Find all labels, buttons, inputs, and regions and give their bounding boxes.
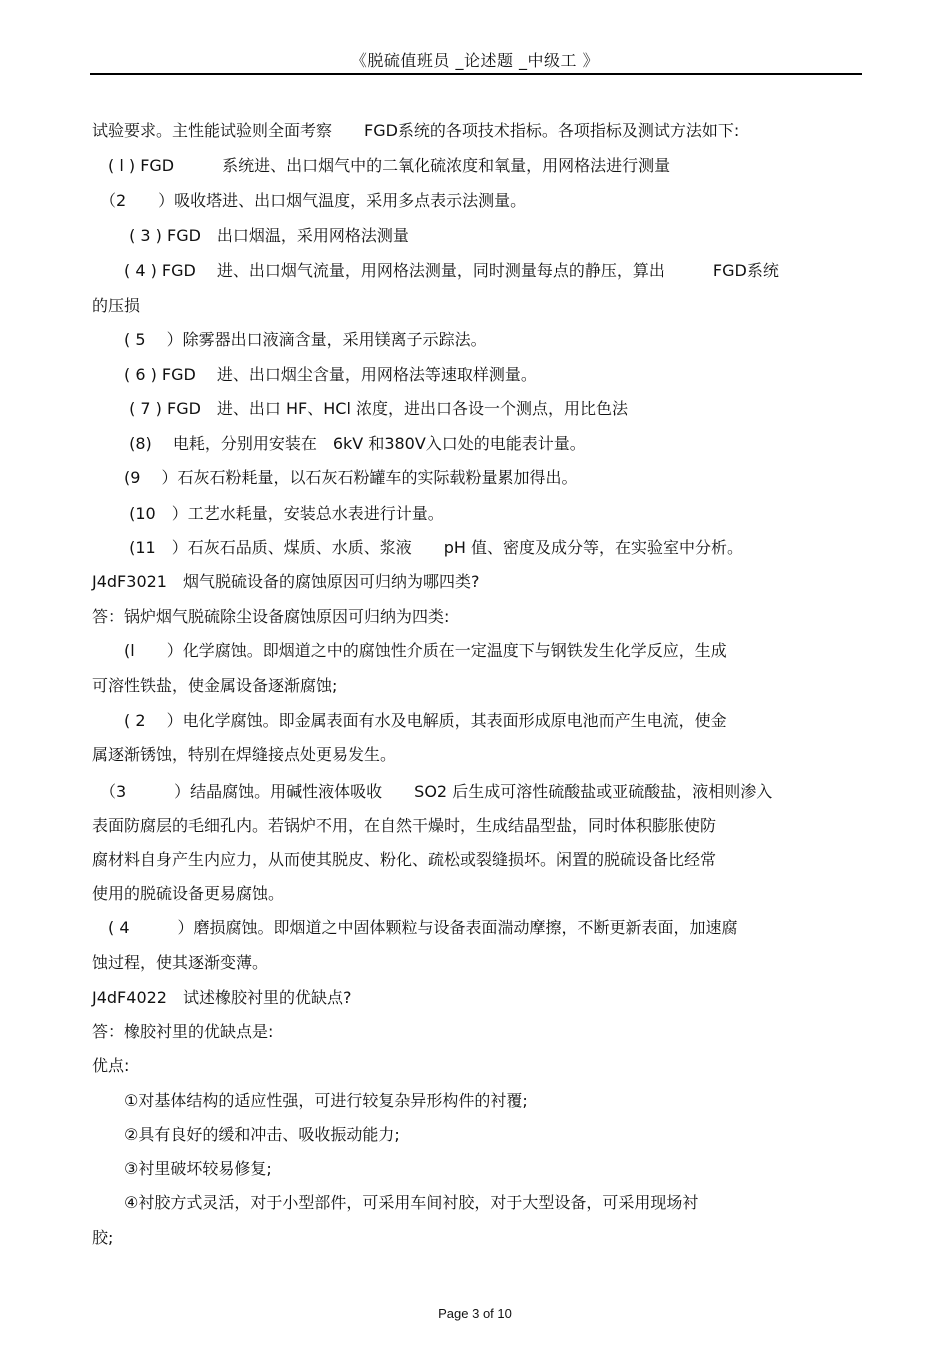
answer-intro: 答：橡胶衬里的优缺点是: xyxy=(92,1022,274,1041)
list-item: ②具有良好的缓和冲击、吸收振动能力; xyxy=(92,1125,400,1144)
page-number: Page 3 of 10 xyxy=(438,1306,512,1321)
answer-intro: 答：锅炉烟气脱硫除尘设备腐蚀原因可归纳为四类: xyxy=(92,607,450,626)
text-line: ( 7 ) FGD 进、出口 HF、HCl 浓度，进出口各设一个测点，用比色法 xyxy=(92,399,628,418)
question-heading: J4dF4022 试述橡胶衬里的优缺点? xyxy=(92,988,352,1007)
list-item: ①对基体结构的适应性强，可进行较复杂异形构件的衬覆; xyxy=(92,1091,528,1110)
text-line: 表面防腐层的毛细孔内。若锅炉不用，在自然干燥时，生成结晶型盐，同时体积膨胀使防 xyxy=(92,816,717,835)
text-line: 试验要求。主性能试验则全面考察 FGD系统的各项技术指标。各项指标及测试方法如下: xyxy=(92,121,740,140)
text-line: 属逐渐锈蚀，特别在焊缝接点处更易发生。 xyxy=(92,745,397,764)
text-line: ( l ) FGD 系统进、出口烟气中的二氧化硫浓度和氧量，用网格法进行测量 xyxy=(92,156,671,175)
text-line: 使用的脱硫设备更易腐蚀。 xyxy=(92,884,285,903)
page-header-title: 《脱硫值班员 _论述题 _中级工 》 xyxy=(350,51,600,70)
text-line: （2 ）吸收塔进、出口烟气温度，采用多点表示法测量。 xyxy=(92,191,527,210)
text-line: ( 4 ）磨损腐蚀。即烟道之中固体颗粒与设备表面湍动摩擦，不断更新表面，加速腐 xyxy=(92,918,738,937)
text-line: ( 5 ）除雾器出口液滴含量，采用镁离子示踪法。 xyxy=(92,330,487,349)
text-line: 可溶性铁盐，使金属设备逐渐腐蚀; xyxy=(92,676,338,695)
text-line: (11 ）石灰石品质、煤质、水质、浆液 pH 值、密度及成分等，在实验室中分析。 xyxy=(92,538,743,557)
text-line: ( 3 ) FGD 出口烟温，采用网格法测量 xyxy=(92,226,409,245)
text-line: (8) 电耗，分别用安装在 6kV 和380V入口处的电能表计量。 xyxy=(92,434,586,453)
question-heading: J4dF3021 烟气脱硫设备的腐蚀原因可归纳为哪四类? xyxy=(92,572,480,591)
text-line: (l ）化学腐蚀。即烟道之中的腐蚀性介质在一定温度下与钢铁发生化学反应，生成 xyxy=(92,641,727,660)
text-line: (9 ）石灰石粉耗量，以石灰石粉罐车的实际载粉量累加得出。 xyxy=(92,468,578,487)
text-line: （3 ）结晶腐蚀。用碱性液体吸收 SO2 后生成可溶性硫酸盐或亚硫酸盐，液相则渗入 xyxy=(92,782,773,801)
text-line: 腐材料自身产生内应力，从而使其脱皮、粉化、疏松或裂缝损坏。闲置的脱硫设备比经常 xyxy=(92,850,717,869)
text-line: (10 ）工艺水耗量，安装总水表进行计量。 xyxy=(92,504,444,523)
text-line: ( 4 ) FGD 进、出口烟气流量，用网格法测量，同时测量每点的静压，算出 FGD系统 xyxy=(92,261,779,280)
list-item: ③衬里破坏较易修复; xyxy=(92,1159,272,1178)
text-line: ( 2 ）电化学腐蚀。即金属表面有水及电解质，其表面形成原电池而产生电流，使金 xyxy=(92,711,727,730)
text-line: 胶; xyxy=(92,1228,114,1247)
text-line: 蚀过程，使其逐渐变薄。 xyxy=(92,953,269,972)
text-line: 的压损 xyxy=(92,296,141,315)
header-divider xyxy=(90,73,862,75)
list-item: ④衬胶方式灵活，对于小型部件，可采用车间衬胶，对于大型设备，可采用现场衬 xyxy=(92,1193,699,1212)
text-line: ( 6 ) FGD 进、出口烟尘含量，用网格法等速取样测量。 xyxy=(92,365,537,384)
section-label: 优点: xyxy=(92,1056,130,1075)
